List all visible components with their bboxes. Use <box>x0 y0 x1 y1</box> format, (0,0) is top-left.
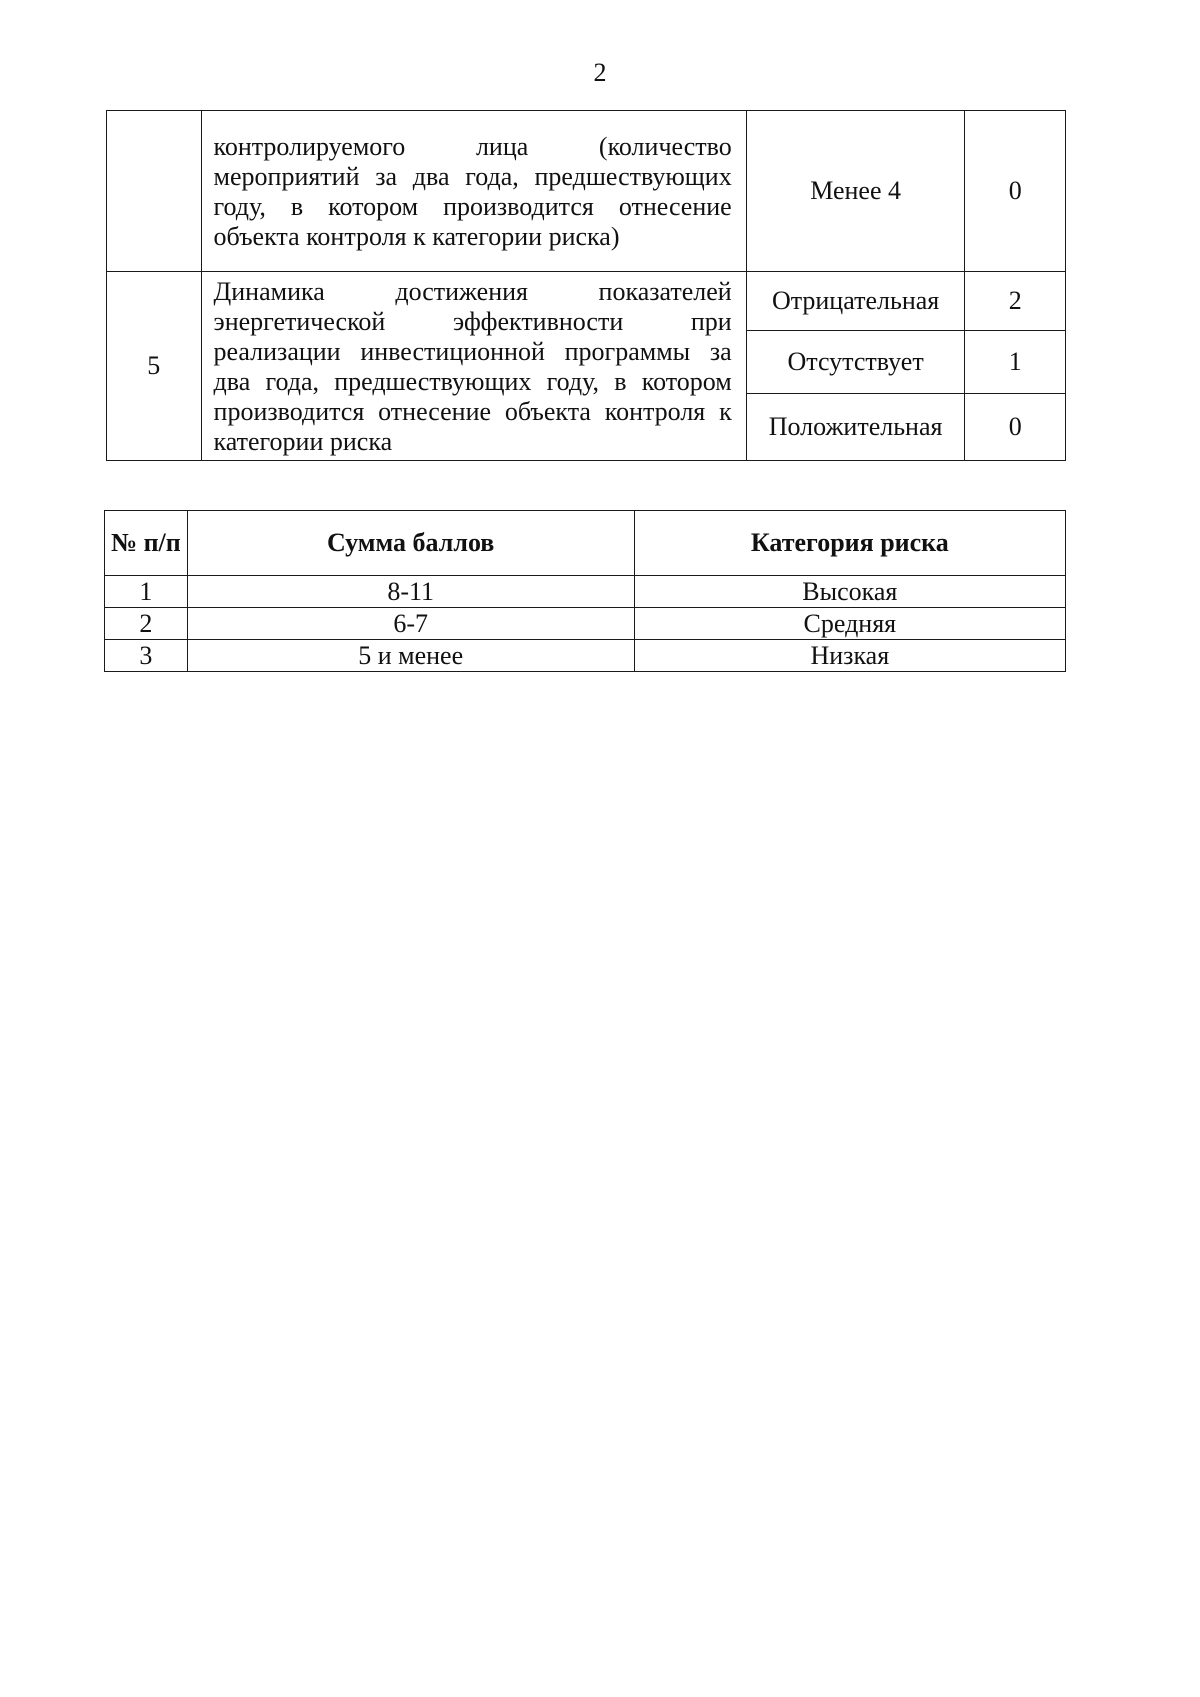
header-sum: Сумма баллов <box>187 511 634 576</box>
criteria-description <box>201 111 746 272</box>
row-category: Высокая <box>634 576 1065 608</box>
criteria-row-number: 5 <box>107 272 202 461</box>
criteria-option: Отсутствует <box>746 331 965 394</box>
row-sum: 6-7 <box>187 608 634 640</box>
category-header-row <box>105 511 1066 576</box>
row-category: Средняя <box>634 608 1065 640</box>
criteria-option: Отрицательная <box>746 272 965 331</box>
table-row <box>105 576 1066 608</box>
row-sum: 8-11 <box>187 576 634 608</box>
criteria-row-continued <box>107 111 1066 272</box>
header-category: Категория риска <box>634 511 1065 576</box>
row-number: 2 <box>105 608 188 640</box>
criteria-score: 0 <box>965 394 1066 461</box>
header-number: № п/п <box>105 511 188 576</box>
row-number: 3 <box>105 640 188 672</box>
risk-criteria-table <box>106 110 1066 461</box>
criteria-row-5 <box>107 272 1066 331</box>
risk-category-table <box>104 510 1066 672</box>
criteria-option: Положительная <box>746 394 965 461</box>
criteria-score: 0 <box>965 111 1066 272</box>
page-number: 2 <box>593 58 607 87</box>
row-number: 1 <box>105 576 188 608</box>
criteria-description-text: Динамика достижения показателей энергетической эффективности при реализации инвестиционной программы за два года, предшествующих году, в котором производится отнесение объекта контроля к категории риска <box>213 277 732 456</box>
row-sum: 5 и менее <box>187 640 634 672</box>
criteria-description <box>201 272 746 461</box>
criteria-score: 1 <box>965 331 1066 394</box>
criteria-option: Менее 4 <box>746 111 965 272</box>
table-row <box>105 640 1066 672</box>
criteria-description-text: контролируемого лица (количество мероприятий за два года, предшествующих году, в котором производится отнесение объекта контроля к категории риска) <box>213 132 732 251</box>
criteria-score: 2 <box>965 272 1066 331</box>
row-category: Низкая <box>634 640 1065 672</box>
table-row <box>105 608 1066 640</box>
criteria-row-number <box>107 111 202 272</box>
